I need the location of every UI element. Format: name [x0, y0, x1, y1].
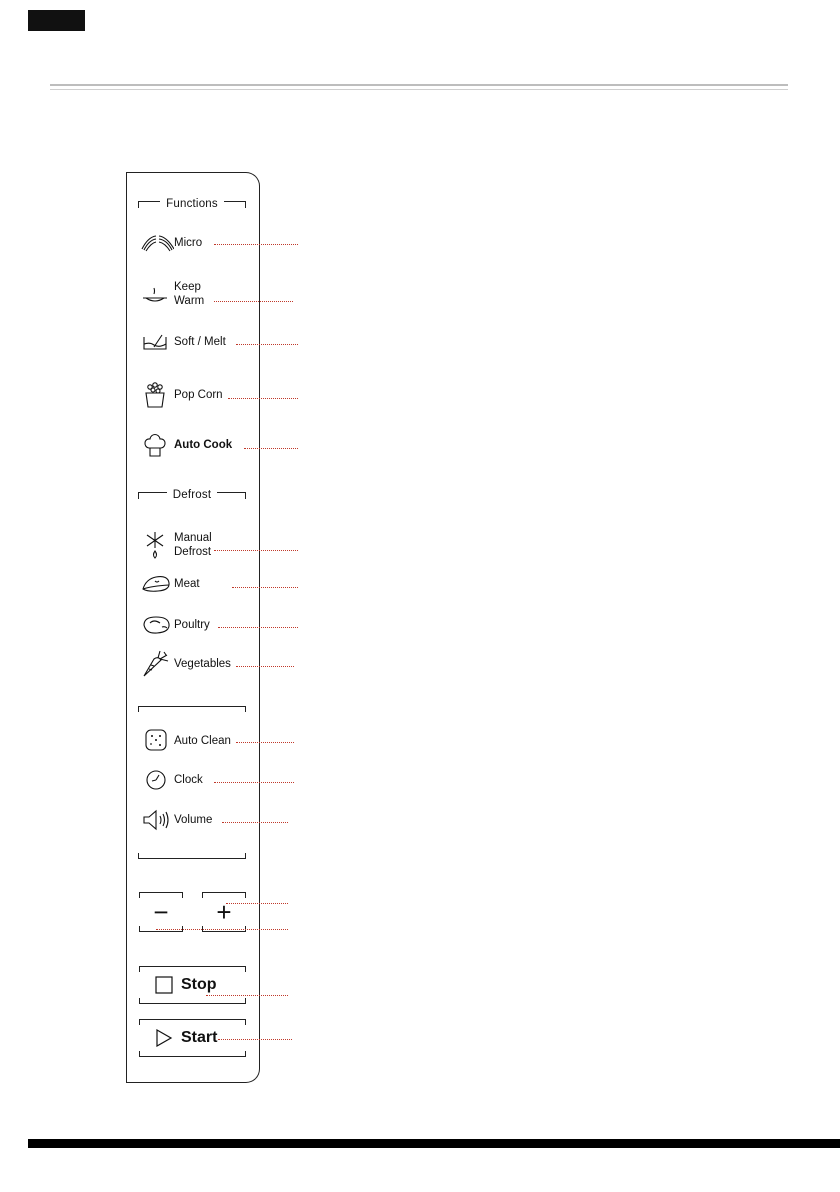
manual-defrost-button[interactable]	[140, 531, 212, 559]
soft-melt-button[interactable]	[140, 328, 226, 356]
soft-melt-icon	[140, 328, 174, 356]
popcorn-icon	[140, 381, 174, 409]
defrost-section-title	[138, 489, 246, 501]
manual-defrost-label: Manual Defrost	[174, 532, 212, 558]
stop-button[interactable]	[139, 966, 246, 1004]
footer-bar	[28, 1139, 840, 1148]
plus-label: +	[216, 896, 232, 927]
minus-label: −	[153, 896, 169, 927]
chef-hat-icon	[140, 431, 174, 459]
micro-label: Micro	[174, 237, 203, 249]
clock-label: Clock	[174, 774, 203, 786]
meat-leader-line	[232, 587, 298, 588]
carrot-icon	[140, 650, 174, 678]
meat-label: Meat	[174, 578, 200, 590]
poultry-label: Poultry	[174, 619, 210, 631]
stop-leader-line	[206, 995, 288, 996]
plus-button[interactable]	[202, 892, 246, 932]
start-label: Start	[181, 1029, 218, 1046]
volume-leader-line	[222, 822, 288, 823]
auto-clean-leader-line	[236, 742, 294, 743]
meat-button[interactable]	[140, 570, 200, 598]
header-rule	[50, 84, 788, 90]
minus-leader-line	[156, 929, 288, 930]
plus-leader-line	[226, 903, 288, 904]
keep-warm-button[interactable]	[140, 280, 204, 308]
auto-cook-leader-line	[244, 448, 298, 449]
volume-button[interactable]	[140, 806, 212, 834]
settings-section-divider-bottom	[138, 853, 246, 859]
sparkle-clean-icon	[140, 727, 174, 755]
settings-section-divider-top	[138, 706, 246, 712]
micro-leader-line	[214, 244, 298, 245]
auto-clean-label: Auto Clean	[174, 735, 231, 747]
play-triangle-icon	[155, 1029, 181, 1047]
keep-warm-dish-icon	[140, 280, 174, 308]
poultry-button[interactable]	[140, 611, 210, 639]
defrost-title-text: Defrost	[172, 489, 212, 501]
functions-section-title	[138, 198, 246, 210]
speaker-icon	[140, 806, 174, 834]
clock-leader-line	[214, 782, 294, 783]
micro-button[interactable]	[140, 229, 202, 257]
auto-cook-label: Auto Cook	[174, 439, 233, 451]
start-button[interactable]	[139, 1019, 246, 1057]
functions-title-text: Functions	[166, 198, 218, 210]
minus-button[interactable]	[139, 892, 183, 932]
start-leader-line	[218, 1039, 292, 1040]
vegetables-label: Vegetables	[174, 658, 231, 670]
keep-warm-label: Keep Warm	[174, 281, 205, 307]
microwave-waves-icon	[140, 229, 174, 257]
clock-icon	[140, 766, 174, 794]
page-corner-tab	[28, 10, 85, 31]
soft-melt-leader-line	[236, 344, 298, 345]
volume-label: Volume	[174, 814, 213, 826]
vegetables-button[interactable]	[140, 650, 231, 678]
manual-defrost-leader-line	[214, 550, 298, 551]
chicken-icon	[140, 611, 174, 639]
snowflake-drop-icon	[140, 531, 174, 559]
keep-warm-leader-line	[214, 301, 293, 302]
clock-button[interactable]	[140, 766, 203, 794]
auto-clean-button[interactable]	[140, 727, 231, 755]
pop-corn-button[interactable]	[140, 381, 223, 409]
soft-melt-label: Soft / Melt	[174, 336, 226, 348]
steak-icon	[140, 570, 174, 598]
auto-cook-button[interactable]	[140, 431, 232, 459]
pop-corn-leader-line	[228, 398, 298, 399]
vegetables-leader-line	[236, 666, 294, 667]
poultry-leader-line	[218, 627, 298, 628]
stop-label: Stop	[181, 976, 217, 993]
pop-corn-label: Pop Corn	[174, 389, 223, 401]
stop-square-icon	[155, 976, 181, 994]
